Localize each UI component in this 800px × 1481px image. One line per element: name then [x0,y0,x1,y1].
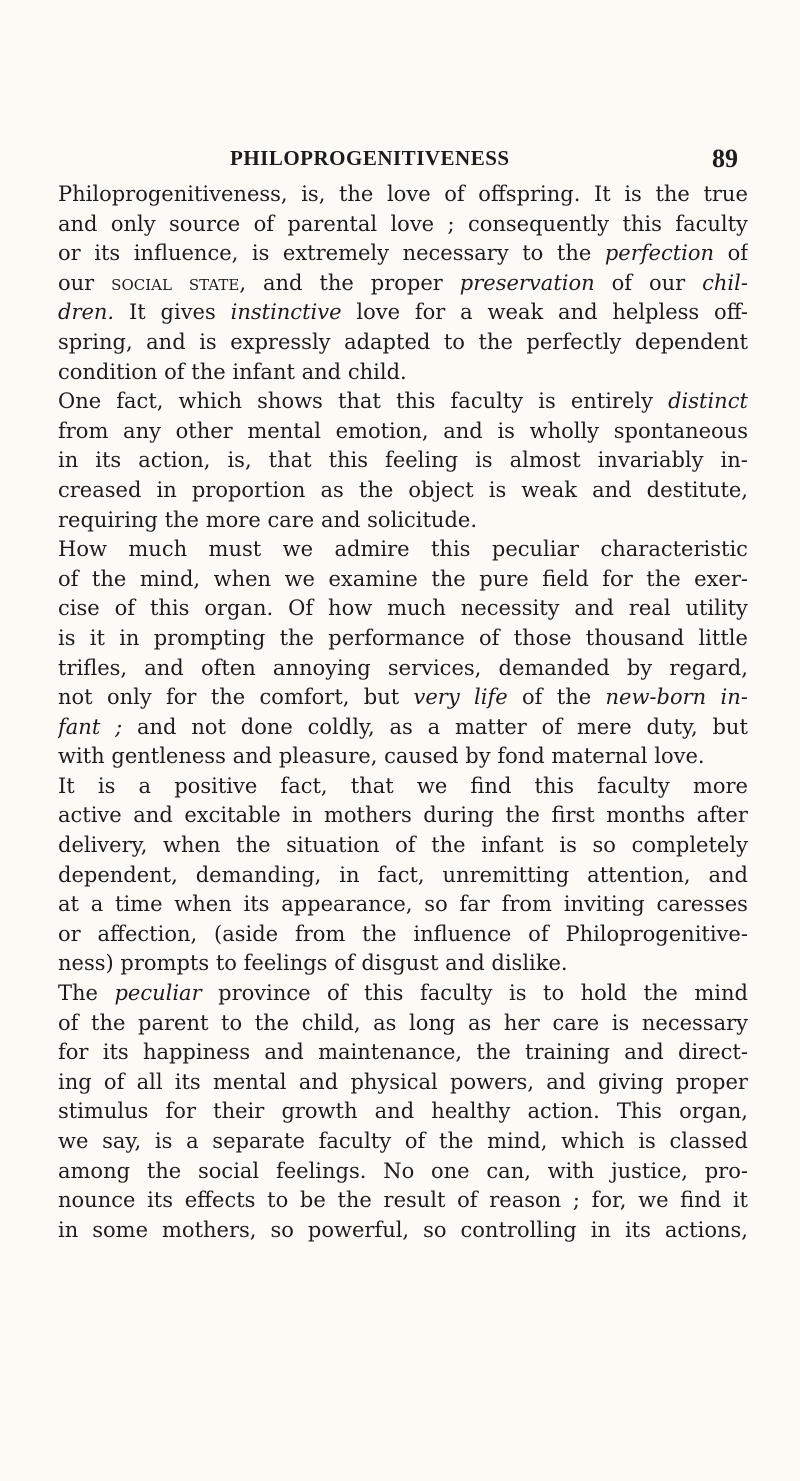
text-line: from any other mental emotion, and is wholly spontaneous [58,418,748,443]
text-line: or its influence, is extremely necessary to the perfection of [58,241,748,266]
text-line: ing of all its mental and physical powers, and giving proper [58,1069,748,1094]
text-line: delivery, when the situation of the infant is so completely [58,833,748,858]
text-line: trifles, and often annoying services, demanded by regard, [58,655,748,680]
text-line: fant ; and not done coldly, as a matter of mere duty, but [58,714,748,739]
text-line: One fact, which shows that this faculty is entirely distinct [58,389,748,414]
text-line: dren. It gives instinctive love for a weak and helpless off- [58,300,748,325]
text-line: Philoprogenitiveness, is, the love of offspring. It is the true [58,182,748,206]
text-line: spring, and is expressly adapted to the perfectly dependent [58,329,748,354]
text-line: at a time when its appearance, so far from inviting caresses [58,892,748,917]
text-line: among the social feelings. No one can, with justice, pro- [58,1158,748,1183]
text-line: not only for the comfort, but very life of the new-born in- [58,685,748,710]
text-line: condition of the infant and child. [58,359,407,384]
text-line: active and excitable in mothers during the first months after [58,803,748,828]
text-line: of the parent to the child, as long as her care is necessary [58,1010,748,1035]
page-header [58,144,738,174]
body-text [58,180,748,1245]
text-line: stimulus for their growth and healthy action. This organ, [58,1099,748,1124]
text-line: we say, is a separate faculty of the mind, which is classed [58,1129,748,1153]
text-line: ness) prompts to feelings of disgust and dislike. [58,951,568,976]
text-line: or affection, (aside from the influence of Philoprogenitive- [58,921,748,946]
text-line: creased in proportion as the object is weak and destitute, [58,477,748,502]
text-line: requiring the more care and solicitude. [58,507,477,532]
text-line: in its action, is, that this feeling is almost invariably in- [58,448,748,473]
text-line: our social state, and the proper preservation of our chil- [58,270,748,295]
text-line: How much must we admire this peculiar characteristic [58,537,748,562]
text-line: in some mothers, so powerful, so controlling in its actions, [58,1217,748,1242]
text-line: It is a positive fact, that we find this faculty more [58,773,748,798]
text-line: and only source of parental love ; consequently this faculty [58,211,748,236]
text-line: with gentleness and pleasure, caused by fond maternal love. [58,744,705,769]
text-line: dependent, demanding, in fact, unremitting attention, and [58,862,748,887]
text-line: The peculiar province of this faculty is to hold the mind [58,981,748,1006]
text-line: of the mind, when we examine the pure field for the exer- [58,566,748,591]
text-line: cise of this organ. Of how much necessity and real utility [58,596,748,621]
page-number: 89 [712,144,738,173]
running-head: PHILOPROGENITIVENESS [230,146,510,170]
text-line: nounce its effects to be the result of reason ; for, we find it [58,1188,748,1213]
text-line: is it in prompting the performance of those thousand little [58,625,748,650]
text-line: for its happiness and maintenance, the training and direct- [58,1040,748,1065]
